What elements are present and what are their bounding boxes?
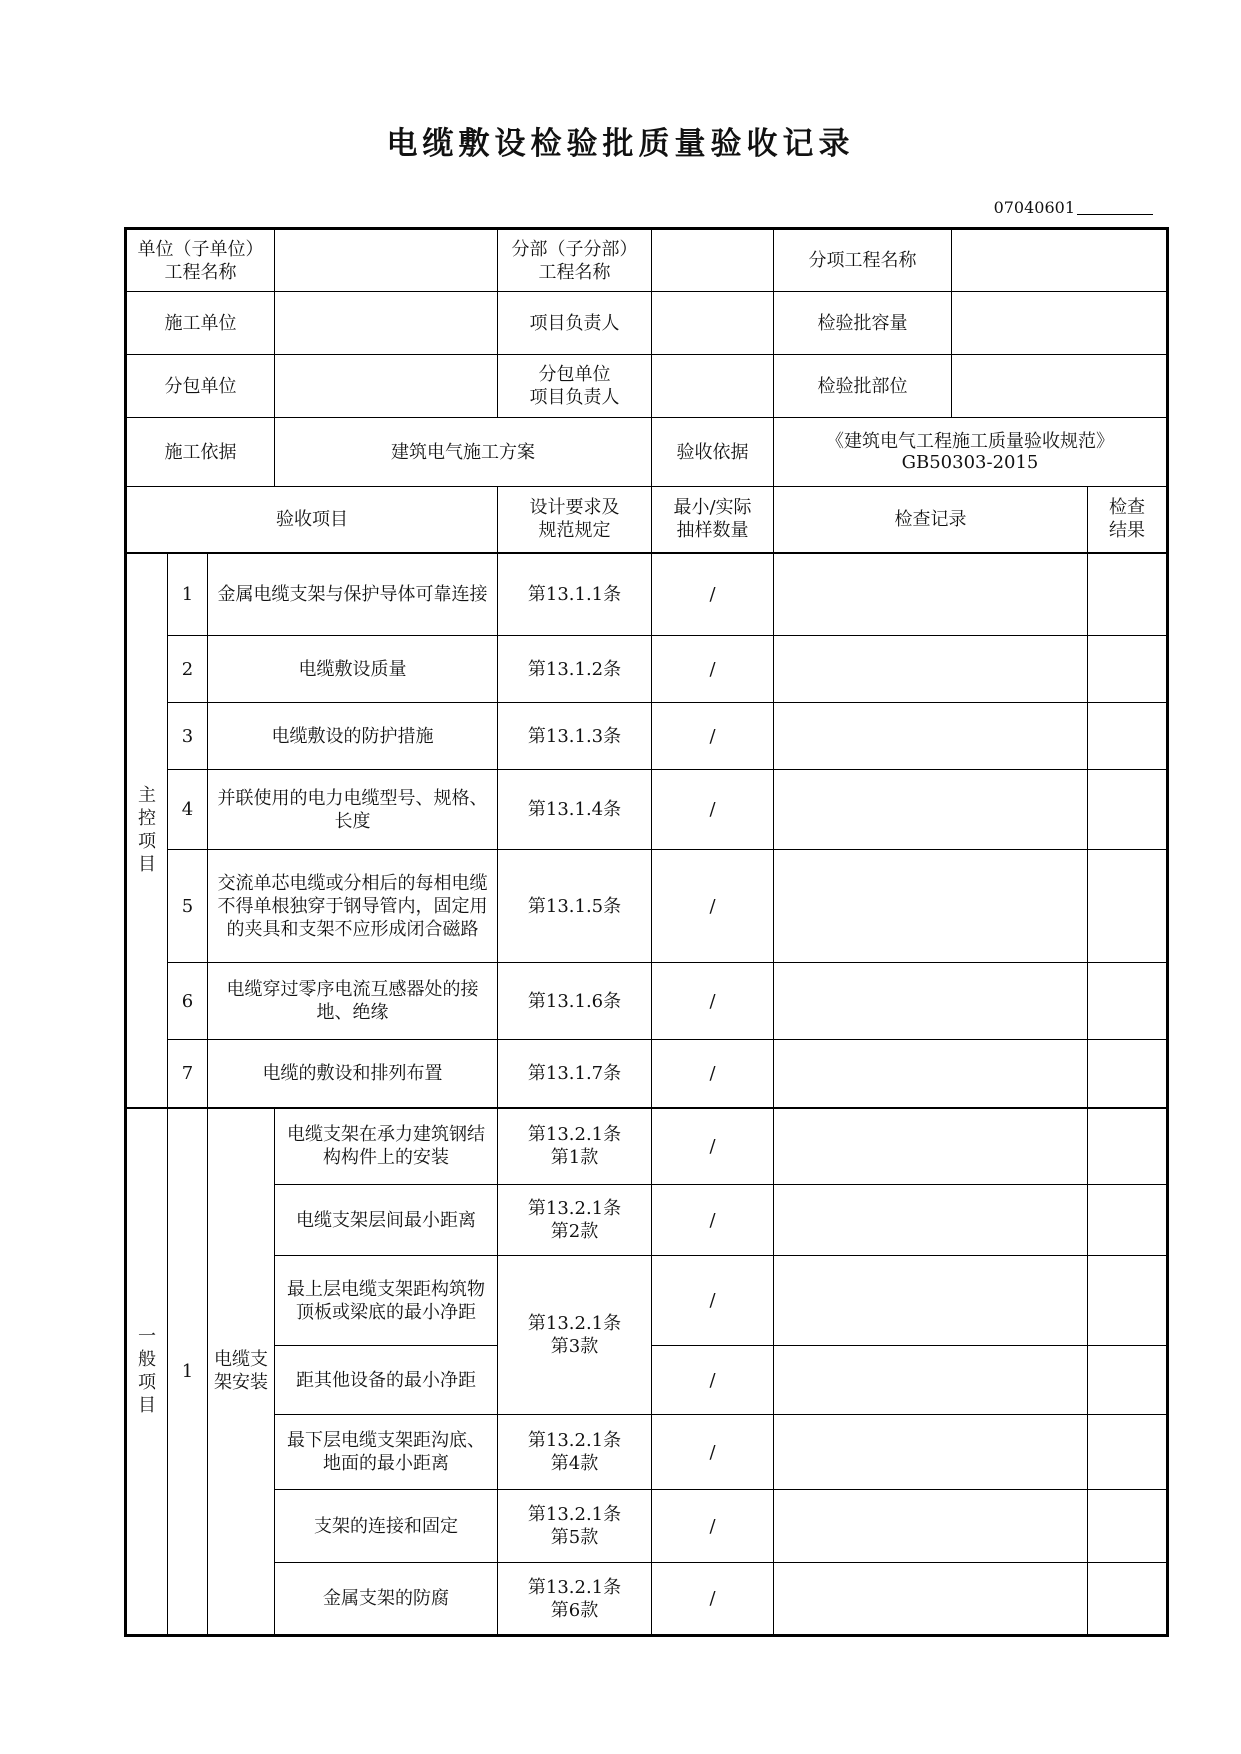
item-record[interactable]	[774, 1490, 1088, 1563]
item-result[interactable]	[1088, 703, 1168, 770]
item-text: 电缆敷设质量	[208, 636, 498, 703]
col-header-result: 检查 结果	[1088, 487, 1168, 553]
item-number: 7	[168, 1040, 208, 1108]
col-header-sample: 最小/实际 抽样数量	[652, 487, 774, 553]
item-number: 6	[168, 963, 208, 1040]
item-clause: 第13.2.1条 第1款	[498, 1108, 652, 1185]
general-item-row	[126, 1108, 1168, 1185]
item-result[interactable]	[1088, 553, 1168, 636]
item-clause: 第13.2.1条 第3款	[498, 1256, 652, 1415]
main-item-row	[126, 1040, 1168, 1108]
item-clause: 第13.1.2条	[498, 636, 652, 703]
item-sample[interactable]: /	[652, 770, 774, 850]
item-record[interactable]	[774, 1415, 1088, 1490]
item-text: 金属电缆支架与保护导体可靠连接	[208, 553, 498, 636]
item-result[interactable]	[1088, 1256, 1168, 1346]
item-sample[interactable]: /	[652, 1108, 774, 1185]
item-sample[interactable]: /	[652, 850, 774, 963]
general-item-row	[126, 1563, 1168, 1636]
item-clause: 第13.1.6条	[498, 963, 652, 1040]
batch-location-field[interactable]	[952, 355, 1168, 418]
subcontractor-field[interactable]	[275, 355, 498, 418]
main-item-row	[126, 963, 1168, 1040]
item-text: 电缆支架层间最小距离	[275, 1185, 498, 1256]
item-result[interactable]	[1088, 1415, 1168, 1490]
item-text: 交流单芯电缆或分相后的每相电缆不得单根独穿于钢导管内，固定用的夹具和支架不应形成闭合磁路	[208, 850, 498, 963]
item-record[interactable]	[774, 770, 1088, 850]
item-record[interactable]	[774, 850, 1088, 963]
general-item-row	[126, 1490, 1168, 1563]
item-record[interactable]	[774, 636, 1088, 703]
subitem-name-field[interactable]	[952, 229, 1168, 292]
item-text: 最下层电缆支架距沟底、地面的最小距离	[275, 1415, 498, 1490]
item-text: 并联使用的电力电缆型号、规格、长度	[208, 770, 498, 850]
page-title: 电缆敷设检验批质量验收记录	[386, 126, 855, 162]
item-number: 1	[168, 553, 208, 636]
form-code-blank[interactable]	[1077, 214, 1153, 215]
form-body	[126, 229, 1168, 1636]
col-header-requirement: 设计要求及 规范规定	[498, 487, 652, 553]
general-item-row	[126, 1415, 1168, 1490]
item-result[interactable]	[1088, 1563, 1168, 1636]
item-text: 最上层电缆支架距构筑物顶板或梁底的最小净距	[275, 1256, 498, 1346]
unit-name-field[interactable]	[275, 229, 498, 292]
general-item-row	[126, 1185, 1168, 1256]
item-sample[interactable]: /	[652, 703, 774, 770]
item-sample[interactable]: /	[652, 636, 774, 703]
item-record[interactable]	[774, 1563, 1088, 1636]
item-result[interactable]	[1088, 636, 1168, 703]
item-result[interactable]	[1088, 850, 1168, 963]
contractor-field[interactable]	[275, 292, 498, 355]
item-result[interactable]	[1088, 1346, 1168, 1415]
item-sample[interactable]: /	[652, 1490, 774, 1563]
item-sample[interactable]: /	[652, 1563, 774, 1636]
item-result[interactable]	[1088, 1040, 1168, 1108]
item-clause: 第13.2.1条 第6款	[498, 1563, 652, 1636]
division-name-field[interactable]	[652, 229, 774, 292]
item-text: 金属支架的防腐	[275, 1563, 498, 1636]
basis-value: 建筑电气施工方案	[275, 418, 652, 487]
sub-pm-field[interactable]	[652, 355, 774, 418]
basis-label: 施工依据	[126, 418, 275, 487]
pm-label: 项目负责人	[498, 292, 652, 355]
sub-pm-label: 分包单位 项目负责人	[498, 355, 652, 418]
item-record[interactable]	[774, 703, 1088, 770]
item-record[interactable]	[774, 553, 1088, 636]
item-number: 5	[168, 850, 208, 963]
general-item-row	[126, 1256, 1168, 1346]
general-group-label: 电缆支架安装	[208, 1108, 275, 1636]
batch-location-label: 检验批部位	[774, 355, 952, 418]
inspection-form-table	[124, 227, 1169, 1637]
item-result[interactable]	[1088, 1108, 1168, 1185]
item-text: 支架的连接和固定	[275, 1490, 498, 1563]
item-result[interactable]	[1088, 963, 1168, 1040]
main-item-row	[126, 850, 1168, 963]
item-result[interactable]	[1088, 770, 1168, 850]
item-text: 电缆穿过零序电流互感器处的接地、绝缘	[208, 963, 498, 1040]
main-control-label: 主控项目	[126, 553, 168, 1108]
item-sample[interactable]: /	[652, 963, 774, 1040]
unit-name-label: 单位（子单位） 工程名称	[126, 229, 275, 292]
acceptance-basis-label: 验收依据	[652, 418, 774, 487]
item-sample[interactable]: /	[652, 1185, 774, 1256]
item-record[interactable]	[774, 1185, 1088, 1256]
item-sample[interactable]: /	[652, 1346, 774, 1415]
item-clause: 第13.1.1条	[498, 553, 652, 636]
form-code	[994, 198, 1153, 217]
item-clause: 第13.2.1条 第4款	[498, 1415, 652, 1490]
item-clause: 第13.2.1条 第2款	[498, 1185, 652, 1256]
item-record[interactable]	[774, 1108, 1088, 1185]
item-sample[interactable]: /	[652, 1415, 774, 1490]
item-text: 电缆敷设的防护措施	[208, 703, 498, 770]
item-text: 电缆支架在承力建筑钢结构构件上的安装	[275, 1108, 498, 1185]
item-clause: 第13.1.4条	[498, 770, 652, 850]
subcontractor-label: 分包单位	[126, 355, 275, 418]
division-name-label: 分部（子分部） 工程名称	[498, 229, 652, 292]
acceptance-basis-value: 《建筑电气工程施工质量验收规范》 GB50303-2015	[774, 418, 1168, 487]
main-item-row	[126, 553, 1168, 636]
item-number: 3	[168, 703, 208, 770]
general-label: 一般项目	[126, 1108, 168, 1636]
item-number: 4	[168, 770, 208, 850]
main-item-row	[126, 636, 1168, 703]
item-record[interactable]	[774, 1040, 1088, 1108]
item-sample[interactable]: /	[652, 1256, 774, 1346]
item-clause: 第13.1.3条	[498, 703, 652, 770]
general-item-number: 1	[168, 1108, 208, 1636]
item-clause: 第13.1.7条	[498, 1040, 652, 1108]
batch-capacity-label: 检验批容量	[774, 292, 952, 355]
item-number: 2	[168, 636, 208, 703]
col-header-item: 验收项目	[126, 487, 498, 553]
item-record[interactable]	[774, 963, 1088, 1040]
item-text: 距其他设备的最小净距	[275, 1346, 498, 1415]
subitem-name-label: 分项工程名称	[774, 229, 952, 292]
item-result[interactable]	[1088, 1490, 1168, 1563]
item-sample[interactable]: /	[652, 1040, 774, 1108]
item-sample[interactable]: /	[652, 553, 774, 636]
col-header-record: 检查记录	[774, 487, 1088, 553]
batch-capacity-field[interactable]	[952, 292, 1168, 355]
item-record[interactable]	[774, 1346, 1088, 1415]
item-result[interactable]	[1088, 1185, 1168, 1256]
item-record[interactable]	[774, 1256, 1088, 1346]
contractor-label: 施工单位	[126, 292, 275, 355]
main-item-row	[126, 770, 1168, 850]
item-text: 电缆的敷设和排列布置	[208, 1040, 498, 1108]
item-clause: 第13.1.5条	[498, 850, 652, 963]
item-clause: 第13.2.1条 第5款	[498, 1490, 652, 1563]
main-item-row	[126, 703, 1168, 770]
form-code-number: 07040601	[993, 198, 1075, 217]
pm-field[interactable]	[652, 292, 774, 355]
